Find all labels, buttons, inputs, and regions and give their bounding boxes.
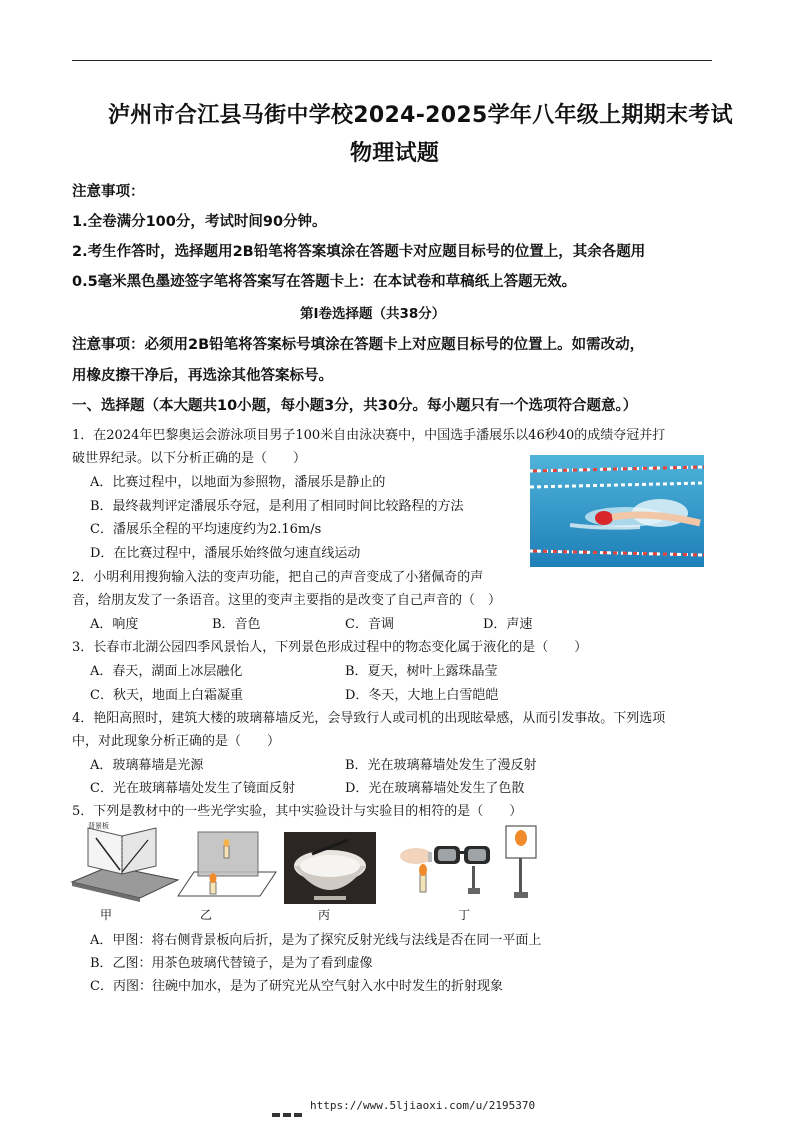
q4-line-2: 中，对此现象分析正确的是（ ）: [72, 734, 281, 749]
q4-line-1: 4．艳阳高照时，建筑大楼的玻璃幕墙反光，会导致行人或司机的出现眩晕感，从而引发事故。下列选项: [72, 711, 666, 726]
q2-option-d: D．声速: [483, 617, 533, 632]
q1-line-2: 破世界纪录。以下分析正确的是（ ）: [72, 451, 307, 466]
q1-line-1: 1．在2024年巴黎奥运会游泳项目男子100米自由泳决赛中，中国选手潘展乐以46秒40的成绩夺冠并打: [72, 428, 666, 443]
notice-line-2: 2.考生作答时，选择题用2B铅笔将答案填涂在答题卡对应题目标号的位置上，其余各题用: [72, 244, 646, 260]
figure-yi-glass-plate: [172, 826, 282, 902]
q3-option-d: D．冬天，大地上白雪皑皑: [345, 688, 499, 703]
q2-option-a: A．响度: [90, 617, 139, 632]
q5-option-a: A．甲图：将右侧背景板向后折，是为了探究反射光线与法线是否在同一平面上: [90, 933, 542, 948]
q4-option-b: B．光在玻璃幕墙处发生了漫反射: [345, 758, 537, 773]
q3-option-a: A．春天，湖面上冰层融化: [90, 664, 243, 679]
page-title: 泸州市合江县马街中学校2024-2025学年八年级上期期末考试: [108, 103, 733, 128]
page-subtitle: 物理试题: [350, 141, 440, 166]
q2-option-c: C．音调: [345, 617, 394, 632]
section-notice-2: 用橡皮擦干净后，再选涂其他答案标号。: [72, 368, 333, 384]
q3-option-b: B．夏天，树叶上露珠晶莹: [345, 664, 498, 679]
q1-option-d: D．在比赛过程中，潘展乐始终做匀速直线运动: [90, 546, 361, 561]
q1-option-c: C．潘展乐全程的平均速度约为2.16m/s: [90, 522, 322, 537]
q1-option-a: A．比赛过程中，以地面为参照物，潘展乐是静止的: [90, 475, 386, 490]
q2-option-b: B．音色: [212, 617, 261, 632]
q5-line-1: 5．下列是教材中的一些光学实验，其中实验设计与实验目的相符的是（ ）: [72, 804, 523, 819]
figure-label-jia: 甲: [100, 908, 113, 922]
q3-option-c: C．秋天，地面上白霜凝重: [90, 688, 243, 703]
figure-label-ding: 丁: [458, 908, 471, 922]
q2-line-1: 2．小明利用搜狗输入法的变声功能，把自己的声音变成了小猪佩奇的声: [72, 570, 484, 585]
figure-jia-panel-label: 背景板: [88, 822, 109, 830]
notice-line-1: 1.全卷满分100分，考试时间90分钟。: [72, 214, 327, 230]
part-heading: 一、选择题（本大题共10小题，每小题3分，共30分。每小题只有一个选项符合题意。）: [72, 398, 638, 414]
q5-option-b: B．乙图：用茶色玻璃代替镜子，是为了看到虚像: [90, 956, 373, 971]
section-title: 第Ⅰ卷选择题（共38分）: [300, 306, 446, 322]
q4-option-a: A．玻璃幕墙是光源: [90, 758, 204, 773]
footer-url-link[interactable]: https://www.5ljiaoxi.com/u/2195370: [310, 1099, 536, 1112]
section-notice-1: 注意事项：必须用2B铅笔将答案标号填涂在答题卡上对应题目标号的位置上。如需改动，: [72, 337, 645, 353]
top-rule: [72, 60, 712, 61]
footer-logo-icon: [272, 1103, 306, 1109]
figure-ding-glasses-candle: [394, 822, 554, 904]
q3-line-1: 3．长春市北湖公园四季风景怡人，下列景色形成过程中的物态变化属于液化的是（ ）: [72, 640, 588, 655]
q4-option-d: D．光在玻璃幕墙处发生了色散: [345, 781, 525, 796]
figure-label-yi: 乙: [200, 908, 213, 922]
figure-label-bing: 丙: [318, 908, 331, 922]
bowl-photo: [284, 832, 376, 904]
q4-option-c: C．光在玻璃幕墙处发生了镜面反射: [90, 781, 295, 796]
figure-jia-reflection-board: [70, 822, 180, 904]
swimmer-photo: [530, 455, 704, 567]
notice-heading: 注意事项：: [72, 184, 145, 200]
q2-line-2: 音，给朋友发了一条语音。这里的变声主要指的是改变了自己声音的（ ）: [72, 593, 502, 608]
q5-option-c: C．丙图：往碗中加水，是为了研究光从空气射入水中时发生的折射现象: [90, 979, 503, 994]
notice-line-3: 0.5毫米黑色墨迹签字笔将答案写在答题卡上：在本试卷和草稿纸上答题无效。: [72, 274, 577, 290]
q1-option-b: B．最终裁判评定潘展乐夺冠，是利用了相同时间比较路程的方法: [90, 499, 464, 514]
